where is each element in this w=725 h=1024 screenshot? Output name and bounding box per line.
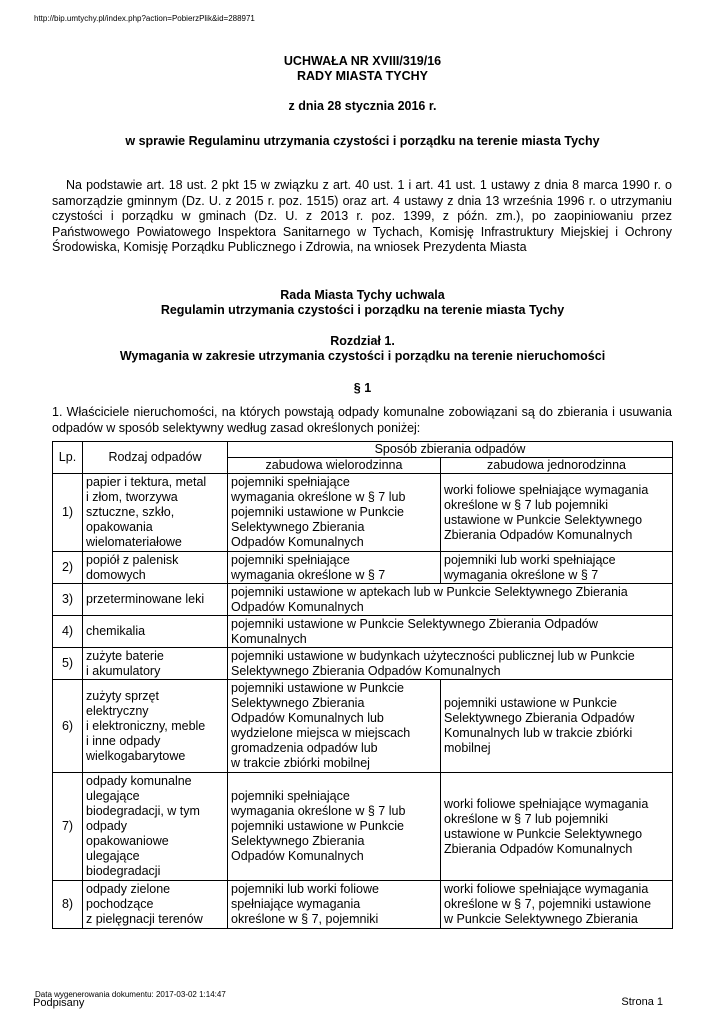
waste-type: odpady komunalne ulegające biodegradacji, w tym odpady opakowaniowe ulegające biodegradacji [83, 773, 228, 881]
table-row [53, 474, 673, 552]
waste-type: odpady zielone pochodzące z pielęgnacji terenów [83, 881, 228, 929]
multi-family-method: pojemniki spełniające wymagania określone w § 7 lub pojemniki ustawione w Punkcie Selektywnego Zbierania Odpadów Komunalnych [228, 773, 441, 881]
waste-collection-table [52, 441, 673, 929]
table-row [53, 648, 673, 680]
header-collection-method: Sposób zbierania odpadów [228, 442, 673, 458]
row-number: 3) [53, 584, 83, 616]
point-1-text: 1. Właściciele nieruchomości, na których powstają odpady komunalne zobowiązani są do zbierania i usuwania odpadów w sposób selektywny według zasad określonych poniżej: [52, 405, 672, 435]
single-family-method: worki foliowe spełniające wymagania określone w § 7, pojemniki ustawione w Punkcie Selektywnego Zbierania [441, 881, 673, 929]
table-row [53, 881, 673, 929]
signed-label: Podpisany [33, 997, 85, 1009]
page-number: Strona 1 [621, 996, 663, 1008]
waste-type: zużyty sprzęt elektryczny i elektroniczny, meble i inne odpady wielkogabarytowe [83, 680, 228, 773]
collection-method-both: pojemniki ustawione w Punkcie Selektywnego Zbierania Odpadów Komunalnych [228, 616, 673, 648]
row-number: 6) [53, 680, 83, 773]
row-number: 4) [53, 616, 83, 648]
header-lp: Lp. [53, 442, 83, 474]
multi-family-method: pojemniki spełniające wymagania określone w § 7 [228, 552, 441, 584]
single-family-method: worki foliowe spełniające wymagania określone w § 7 lub pojemniki ustawione w Punkcie Selektywnego Zbierania Odpadów Komunalnych [441, 773, 673, 881]
single-family-method: pojemniki ustawione w Punkcie Selektywnego Zbierania Odpadów Komunalnych lub w trakcie zbiórki mobilnej [441, 680, 673, 773]
waste-type: zużyte baterie i akumulatory [83, 648, 228, 680]
collection-method-both: pojemniki ustawione w aptekach lub w Punkcie Selektywnego Zbierania Odpadów Komunalnych [228, 584, 673, 616]
table-row [53, 552, 673, 584]
single-family-method: worki foliowe spełniające wymagania określone w § 7 lub pojemniki ustawione w Punkcie Selektywnego Zbierania Odpadów Komunalnych [441, 474, 673, 552]
generation-date: Data wygenerowania dokumentu: 2017-03-02 1:14:47 [35, 990, 226, 999]
council-name: RADY MIASTA TYCHY [296, 69, 429, 83]
row-number: 7) [53, 773, 83, 881]
resolution-date: z dnia 28 stycznia 2016 r. [288, 99, 437, 113]
multi-family-method: pojemniki lub worki foliowe spełniające wymagania określone w § 7, pojemniki [228, 881, 441, 929]
table-row [53, 773, 673, 881]
source-url: http://bip.umtychy.pl/index.php?action=PobierzPlik&id=288971 [34, 14, 255, 23]
row-number: 5) [53, 648, 83, 680]
single-family-method: pojemniki lub worki spełniające wymagania określone w § 7 [441, 552, 673, 584]
multi-family-method: pojemniki spełniające wymagania określone w § 7 lub pojemniki ustawione w Punkcie Selektywnego Zbierania Odpadów Komunalnych [228, 474, 441, 552]
table-row [53, 584, 673, 616]
table-row [53, 616, 673, 648]
collection-method-both: pojemniki ustawione w budynkach użyteczności publicznej lub w Punkcie Selektywnego Zbierania Odpadów Komunalnych [228, 648, 673, 680]
preamble: Na podstawie art. 18 ust. 2 pkt 15 w związku z art. 40 ust. 1 i art. 41 ust. 1 ustawy z dnia 8 marca 1990 r. o samorządzie gminnym (Dz. U. z 2015 r. poz. 1515) oraz art. 4 ustawy z dnia 13 września 1996 r. o utrzymaniu czystości i porządku w gminach (Dz. U. z 2013 r. poz. 1399, z późn. zm.), po zaopiniowaniu przez Państwowego Powiatowego Inspektora Sanitarnego w Tychach, Komisję Infrastruktury Miejskiej i Ochrony Środowiska, Komisję Porządku Publicznego i Zdrowia, na wniosek Prezydenta Miasta [52, 178, 672, 254]
table-header-row [53, 442, 673, 458]
section-mark: § 1 [353, 381, 372, 395]
multi-family-method: pojemniki ustawione w Punkcie Selektywnego Zbierania Odpadów Komunalnych lub wydzielone miejsca w miejscach gromadzenia odpadów lub w trakcie zbiórki mobilnej [228, 680, 441, 773]
row-number: 1) [53, 474, 83, 552]
waste-type: przeterminowane leki [83, 584, 228, 616]
resolution-statement: Rada Miasta Tychy uchwala [280, 288, 445, 302]
resolution-subject: w sprawie Regulaminu utrzymania czystości i porządku na terenie miasta Tychy [125, 134, 600, 148]
header-single-family: zabudowa jednorodzinna [441, 458, 673, 474]
regulation-title: Regulamin utrzymania czystości i porządku na terenie miasta Tychy [160, 303, 565, 317]
chapter-number: Rozdział 1. [330, 334, 395, 348]
resolution-number: UCHWAŁA NR XVIII/319/16 [283, 54, 442, 68]
table-row [53, 680, 673, 773]
chapter-title: Wymagania w zakresie utrzymania czystości i porządku na terenie nieruchomości [119, 349, 606, 363]
waste-type: papier i tektura, metal i złom, tworzywa sztuczne, szkło, opakowania wielomateriałowe [83, 474, 228, 552]
waste-type: chemikalia [83, 616, 228, 648]
header-multi-family: zabudowa wielorodzinna [228, 458, 441, 474]
row-number: 8) [53, 881, 83, 929]
row-number: 2) [53, 552, 83, 584]
waste-type: popiół z palenisk domowych [83, 552, 228, 584]
header-waste-type: Rodzaj odpadów [83, 442, 228, 474]
